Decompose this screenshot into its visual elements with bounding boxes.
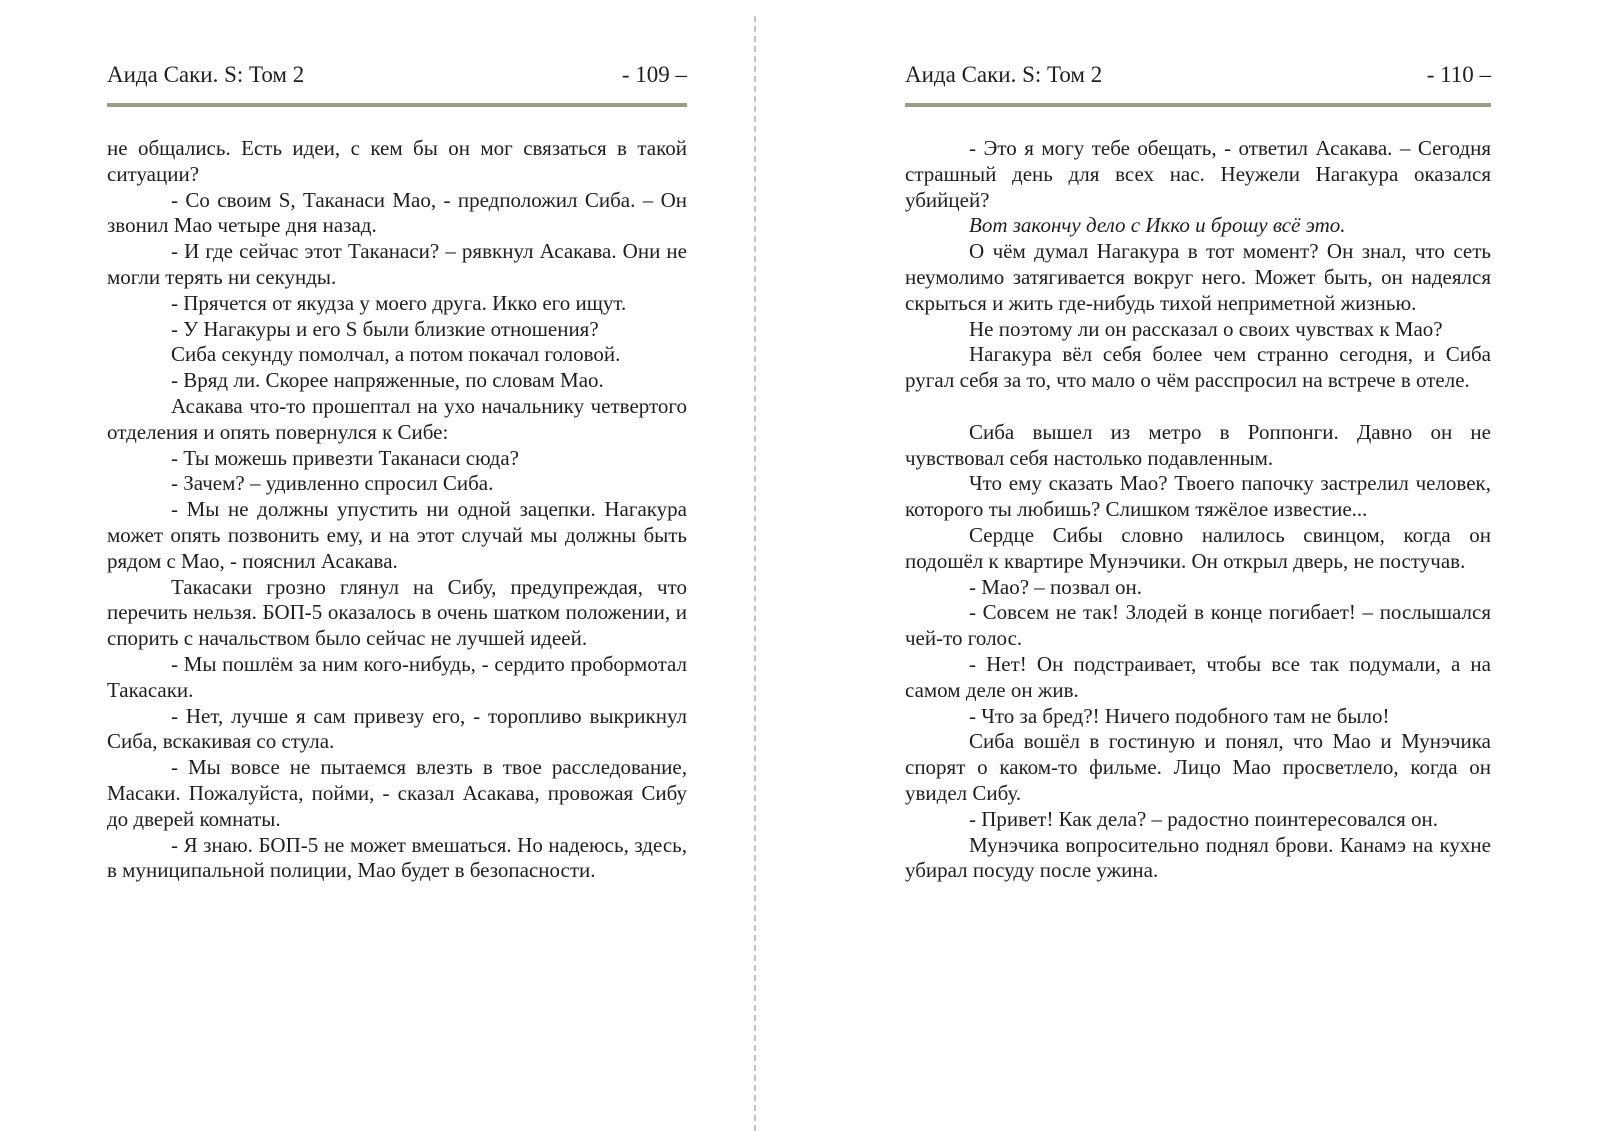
paragraph: - Зачем? – удивленно спросил Сиба. <box>171 471 494 496</box>
paragraph: Такасаки грозно глянул на Сибу, предупреждая, что перечить нельзя. БОП-5 оказалось в очень шатком положении, и спорить с начальством было сейчас не лучшей идеей. <box>107 574 687 651</box>
page-number: - 110 – <box>1426 62 1491 87</box>
page-109-header <box>107 62 687 88</box>
header-rule <box>107 103 687 107</box>
header-rule <box>905 103 1491 107</box>
page-number: - 109 – <box>621 62 687 87</box>
paragraph: не общались. Есть идеи, с кем бы он мог связаться в такой ситуации? <box>107 136 687 186</box>
paragraph: - Я знаю. БОП-5 не может вмешаться. Но надеюсь, здесь, в муниципальной полиции, Мао будет в безопасности. <box>107 832 687 883</box>
page-110-body <box>905 136 1491 884</box>
running-title: Аида Саки. S: Том 2 <box>905 62 1103 87</box>
paragraph: Мунэчика вопросительно поднял брови. Канамэ на кухне убирал посуду после ужина. <box>905 832 1491 883</box>
paragraph: - Привет! Как дела? – радостно поинтересовался он. <box>969 806 1439 831</box>
page-110 <box>905 62 1491 884</box>
paragraph: - Мы не должны упустить ни одной зацепки. Нагакура может опять позвонить ему, и на этот случай мы должны быть рядом с Мао, - пояснил Асакава. <box>107 497 687 573</box>
paragraph: Вот закончу дело с Икко и брошу всё это. <box>969 213 1346 238</box>
paragraph: - Мы пошлём за ним кого-нибудь, - сердито пробормотал Такасаки. <box>107 651 687 702</box>
paragraph: - Это я могу тебе обещать, - ответил Асакава. – Сегодня страшный день для всех нас. Неужели Нагакура оказался убийцей? <box>905 136 1491 212</box>
paragraph: Что ему сказать Мао? Твоего папочку застрелил человек, которого ты любишь? Слишком тяжёлое известие... <box>905 471 1491 522</box>
paragraph: - Ты можешь привезти Таканаси сюда? <box>171 445 519 470</box>
paragraph: Сиба вышел из метро в Роппонги. Давно он не чувствовал себя настолько подавленным. <box>905 419 1491 470</box>
paragraph: Нагакура вёл себя более чем странно сегодня, и Сиба ругал себя за то, что мало о чём расспросил на встрече в отеле. <box>905 342 1491 393</box>
paragraph: - Мао? – позвал он. <box>969 574 1142 599</box>
paragraph: - Совсем не так! Злодей в конце погибает! – послышался чей-то голос. <box>905 600 1491 651</box>
paragraph: - И где сейчас этот Таканаси? – рявкнул Асакава. Они не могли терять ни секунды. <box>107 239 687 289</box>
page-109 <box>107 62 687 884</box>
paragraph: - Что за бред?! Ничего подобного там не было! <box>969 703 1390 728</box>
paragraph: - Вряд ли. Скорее напряженные, по словам Мао. <box>171 368 604 393</box>
page-109-body <box>107 136 687 884</box>
scene-break <box>905 394 1491 420</box>
paragraph: - Нет! Он подстраивает, чтобы все так подумали, а на самом деле он жив. <box>905 651 1491 702</box>
page-divider <box>754 16 756 1131</box>
paragraph: - Нет, лучше я сам привезу его, - торопливо выкрикнул Сиба, вскакивая со стула. <box>107 703 687 754</box>
paragraph: Сиба секунду помолчал, а потом покачал головой. <box>171 342 621 367</box>
paragraph: Не поэтому ли он рассказал о своих чувствах к Мао? <box>969 316 1443 341</box>
page-110-header <box>905 62 1491 88</box>
running-title: Аида Саки. S: Том 2 <box>107 62 305 87</box>
paragraph: О чём думал Нагакура в тот момент? Он знал, что сеть неумолимо затягивается вокруг него. Может быть, он надеялся скрыться и жить где-нибудь тихой неприметной жизнью. <box>905 239 1491 315</box>
paragraph: Сердце Сибы словно налилось свинцом, когда он подошёл к квартире Мунэчики. Он открыл дверь, не постучав. <box>905 522 1491 573</box>
paragraph: - У Нагакуры и его S были близкие отношения? <box>171 316 599 341</box>
paragraph: Сиба вошёл в гостиную и понял, что Мао и Мунэчика спорят о каком-то фильме. Лицо Мао просветлело, когда он увидел Сибу. <box>905 729 1491 805</box>
paragraph: - Прячется от якудза у моего друга. Икко его ищут. <box>171 290 627 315</box>
paragraph: Асакава что-то прошептал на ухо начальнику четвертого отделения и опять повернулся к Сибе: <box>107 393 687 444</box>
paragraph: - Мы вовсе не пытаемся влезть в твое расследование, Масаки. Пожалуйста, пойми, - сказал Асакава, провожая Сибу до дверей комнаты. <box>107 755 687 831</box>
paragraph: - Со своим S, Таканаси Мао, - предположил Сиба. – Он звонил Мао четыре дня назад. <box>107 187 687 238</box>
